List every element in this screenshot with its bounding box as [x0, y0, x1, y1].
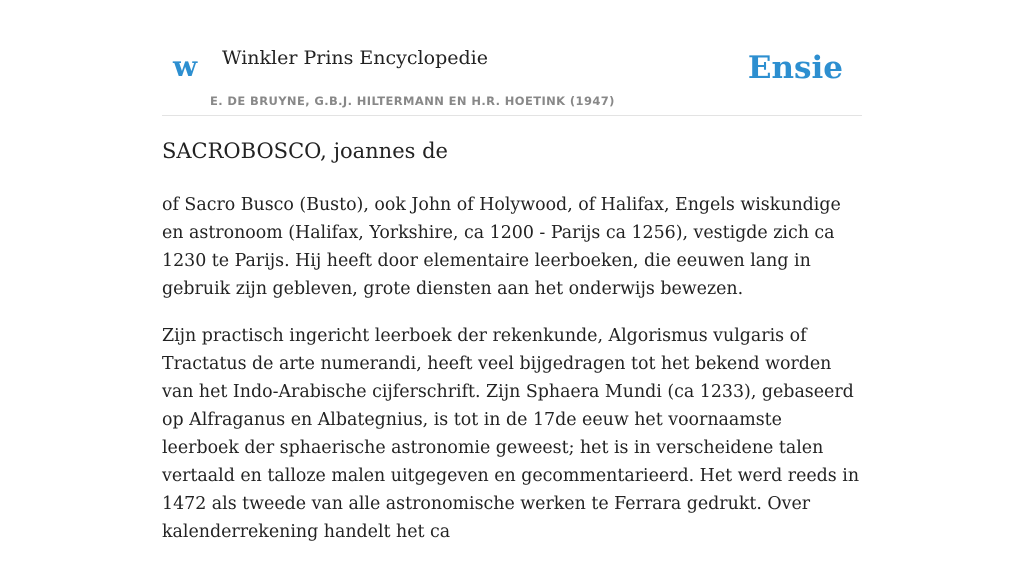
article-paragraph-2: Zijn practisch ingericht leerboek der rekenkunde, Algorismus vulgaris of Tractatus de arte numerandi, heeft veel bijgedragen tot het bekend worden van het Indo-Arabische cijferschrift. Zijn Sphaera Mundi (ca 1233), gebaseerd op Alfraganus en Albategnius, is tot in de 17de eeuw het voornaamste leerboek der sphaerische astronomie geweest; het is in verscheidene talen vertaald en talloze malen uitgegeven en gecommentarieerd. Het werd reeds in 1472 als tweede van alle astronomische werken te Ferrara gedrukt. Over kalenderrekening handelt het ca — [162, 326, 860, 543]
brand-logo[interactable]: Ensie — [747, 50, 843, 86]
publication-authors: E. DE BRUYNE, G.B.J. HILTERMANN EN H.R. HOETINK (1947) — [210, 94, 615, 108]
article-content — [162, 137, 862, 565]
publication-logo-icon[interactable]: w — [173, 50, 198, 83]
article-title: SACROBOSCO, joannes de — [162, 139, 448, 163]
article-paragraph-1: of Sacro Busco (Busto), ook John of Holywood, of Halifax, Engels wiskundige en astronoom (Halifax, Yorkshire, ca 1200 - Parijs ca 1256), vestigde zich ca 1230 te Parijs. Hij heeft door elementaire leerboeken, die eeuwen lang in gebruik zijn gebleven, grote diensten aan het onderwijs bewezen. — [162, 195, 841, 300]
publication-title[interactable]: Winkler Prins Encyclopedie — [222, 47, 488, 69]
site-header — [162, 36, 862, 116]
